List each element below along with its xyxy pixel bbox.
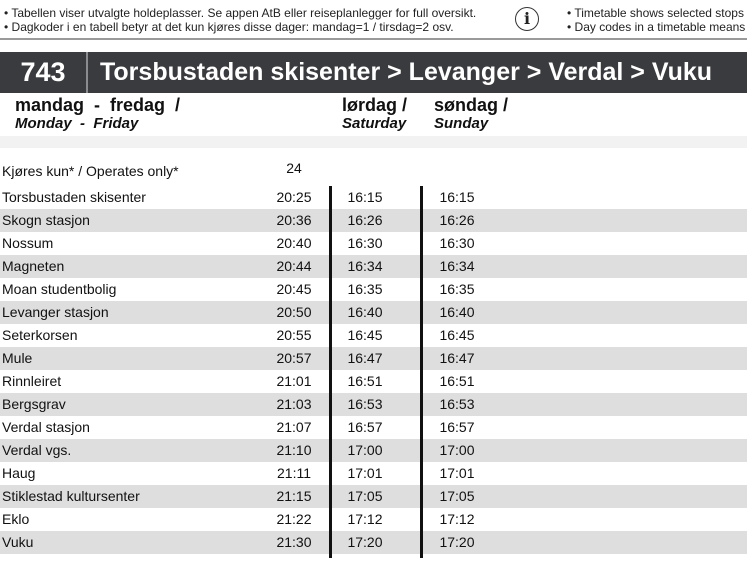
weekday-time: 21:30 [276,534,312,550]
sunday-time: 16:30 [439,235,475,251]
table-row [0,416,747,439]
weekday-time: 20:25 [276,189,312,205]
sunday-time: 17:00 [439,442,475,458]
saturday-time: 16:40 [347,304,383,320]
saturday-time: 17:12 [347,511,383,527]
stop-name: Haug [2,465,36,481]
separator-band [0,136,747,148]
stop-name: Levanger stasjon [2,304,109,320]
table-row [0,232,747,255]
saturday-time: 17:00 [347,442,383,458]
stop-name: Eklo [2,511,30,527]
route-number: 743 [0,52,88,93]
stop-name: Skogn stasjon [2,212,90,228]
saturday-time: 16:53 [347,396,383,412]
weekday-time: 20:45 [276,281,312,297]
table-row [0,439,747,462]
weekday-time: 21:07 [276,419,312,435]
sunday-time: 16:51 [439,373,475,389]
notice-english [567,6,745,34]
column-header-english: Monday - Friday [15,115,139,132]
column-header-english: Saturday [342,115,407,132]
sunday-time: 16:35 [439,281,475,297]
stop-name: Mule [2,350,33,366]
stop-name: Vuku [2,534,34,550]
table-row [0,370,747,393]
weekday-time: 20:36 [276,212,312,228]
table-row [0,347,747,370]
sunday-time: 16:57 [439,419,475,435]
stop-name: Verdal vgs. [2,442,72,458]
sunday-time: 16:26 [439,212,475,228]
sunday-time: 17:05 [439,488,475,504]
weekday-time: 20:40 [276,235,312,251]
saturday-time: 17:01 [347,465,383,481]
table-row [0,278,747,301]
sunday-time: 16:53 [439,396,475,412]
sunday-time: 16:45 [439,327,475,343]
table-row [0,186,747,209]
stop-name: Nossum [2,235,54,251]
operates-only-label: Kjøres kun* / Operates only* [2,163,179,179]
sunday-time: 17:12 [439,511,475,527]
saturday-time: 16:45 [347,327,383,343]
notice-line: • Tabellen viser utvalgte holdeplasser. Se appen AtB eller reiseplanlegger for full oversikt. [4,6,477,20]
table-row [0,209,747,232]
saturday-time: 17:20 [347,534,383,550]
stop-name: Moan studentbolig [2,281,117,297]
weekday-time: 21:11 [277,465,311,481]
saturday-time: 16:35 [347,281,383,297]
column-divider [329,186,332,558]
stop-name: Torsbustaden skisenter [2,189,146,205]
sunday-time: 16:47 [439,350,475,366]
weekday-time: 20:55 [276,327,312,343]
column-divider [420,186,423,558]
weekday-time: 21:15 [276,488,312,504]
table-row [0,393,747,416]
weekday-time: 20:50 [276,304,312,320]
saturday-time: 16:34 [347,258,383,274]
divider [0,38,747,40]
weekday-time: 21:22 [276,511,312,527]
sunday-time: 16:40 [439,304,475,320]
table-row [0,324,747,347]
stop-name: Stiklestad kultursenter [2,488,140,504]
saturday-time: 16:15 [347,189,383,205]
sunday-time: 17:20 [439,534,475,550]
weekday-time: 21:03 [276,396,312,412]
column-header-saturday [342,96,407,132]
sunday-time: 16:34 [439,258,475,274]
table-row [0,531,747,554]
sunday-time: 17:01 [439,465,475,481]
table-row [0,301,747,324]
column-header-norwegian: lørdag / [342,95,408,115]
weekday-time: 21:10 [276,442,312,458]
table-row [0,462,747,485]
saturday-time: 16:47 [347,350,383,366]
saturday-time: 17:05 [347,488,383,504]
info-icon: i [515,7,539,31]
weekday-time: 21:01 [276,373,312,389]
operates-only-row [0,148,747,181]
table-row [0,485,747,508]
column-header-sunday [434,96,508,132]
day-code: 24 [286,160,302,176]
timetable [0,186,747,554]
stop-name: Magneten [2,258,65,274]
saturday-time: 16:51 [347,373,383,389]
route-title: Torsbustaden skisenter > Levanger > Verdal > Vuku [100,58,713,86]
sunday-time: 16:15 [439,189,475,205]
column-header-norwegian: søndag / [434,95,509,115]
column-header-english: Sunday [434,115,489,132]
column-header-weekday [15,96,180,132]
route-header [0,52,747,93]
weekday-time: 20:57 [276,350,312,366]
saturday-time: 16:30 [347,235,383,251]
notice-line: • Day codes in a timetable means [567,20,746,34]
weekday-time: 20:44 [276,258,312,274]
saturday-time: 16:57 [347,419,383,435]
stop-name: Rinnleiret [2,373,62,389]
table-row [0,255,747,278]
column-header-norwegian: mandag - fredag / [15,95,181,115]
notice-line: • Timetable shows selected stops [567,6,744,20]
stop-name: Seterkorsen [2,327,78,343]
saturday-time: 16:26 [347,212,383,228]
notice-line: • Dagkoder i en tabell betyr at det kun kjøres disse dager: mandag=1 / tirsdag=2 osv. [4,20,454,34]
table-row [0,508,747,531]
notice-norwegian [4,6,476,34]
stop-name: Verdal stasjon [2,419,90,435]
stop-name: Bergsgrav [2,396,66,412]
